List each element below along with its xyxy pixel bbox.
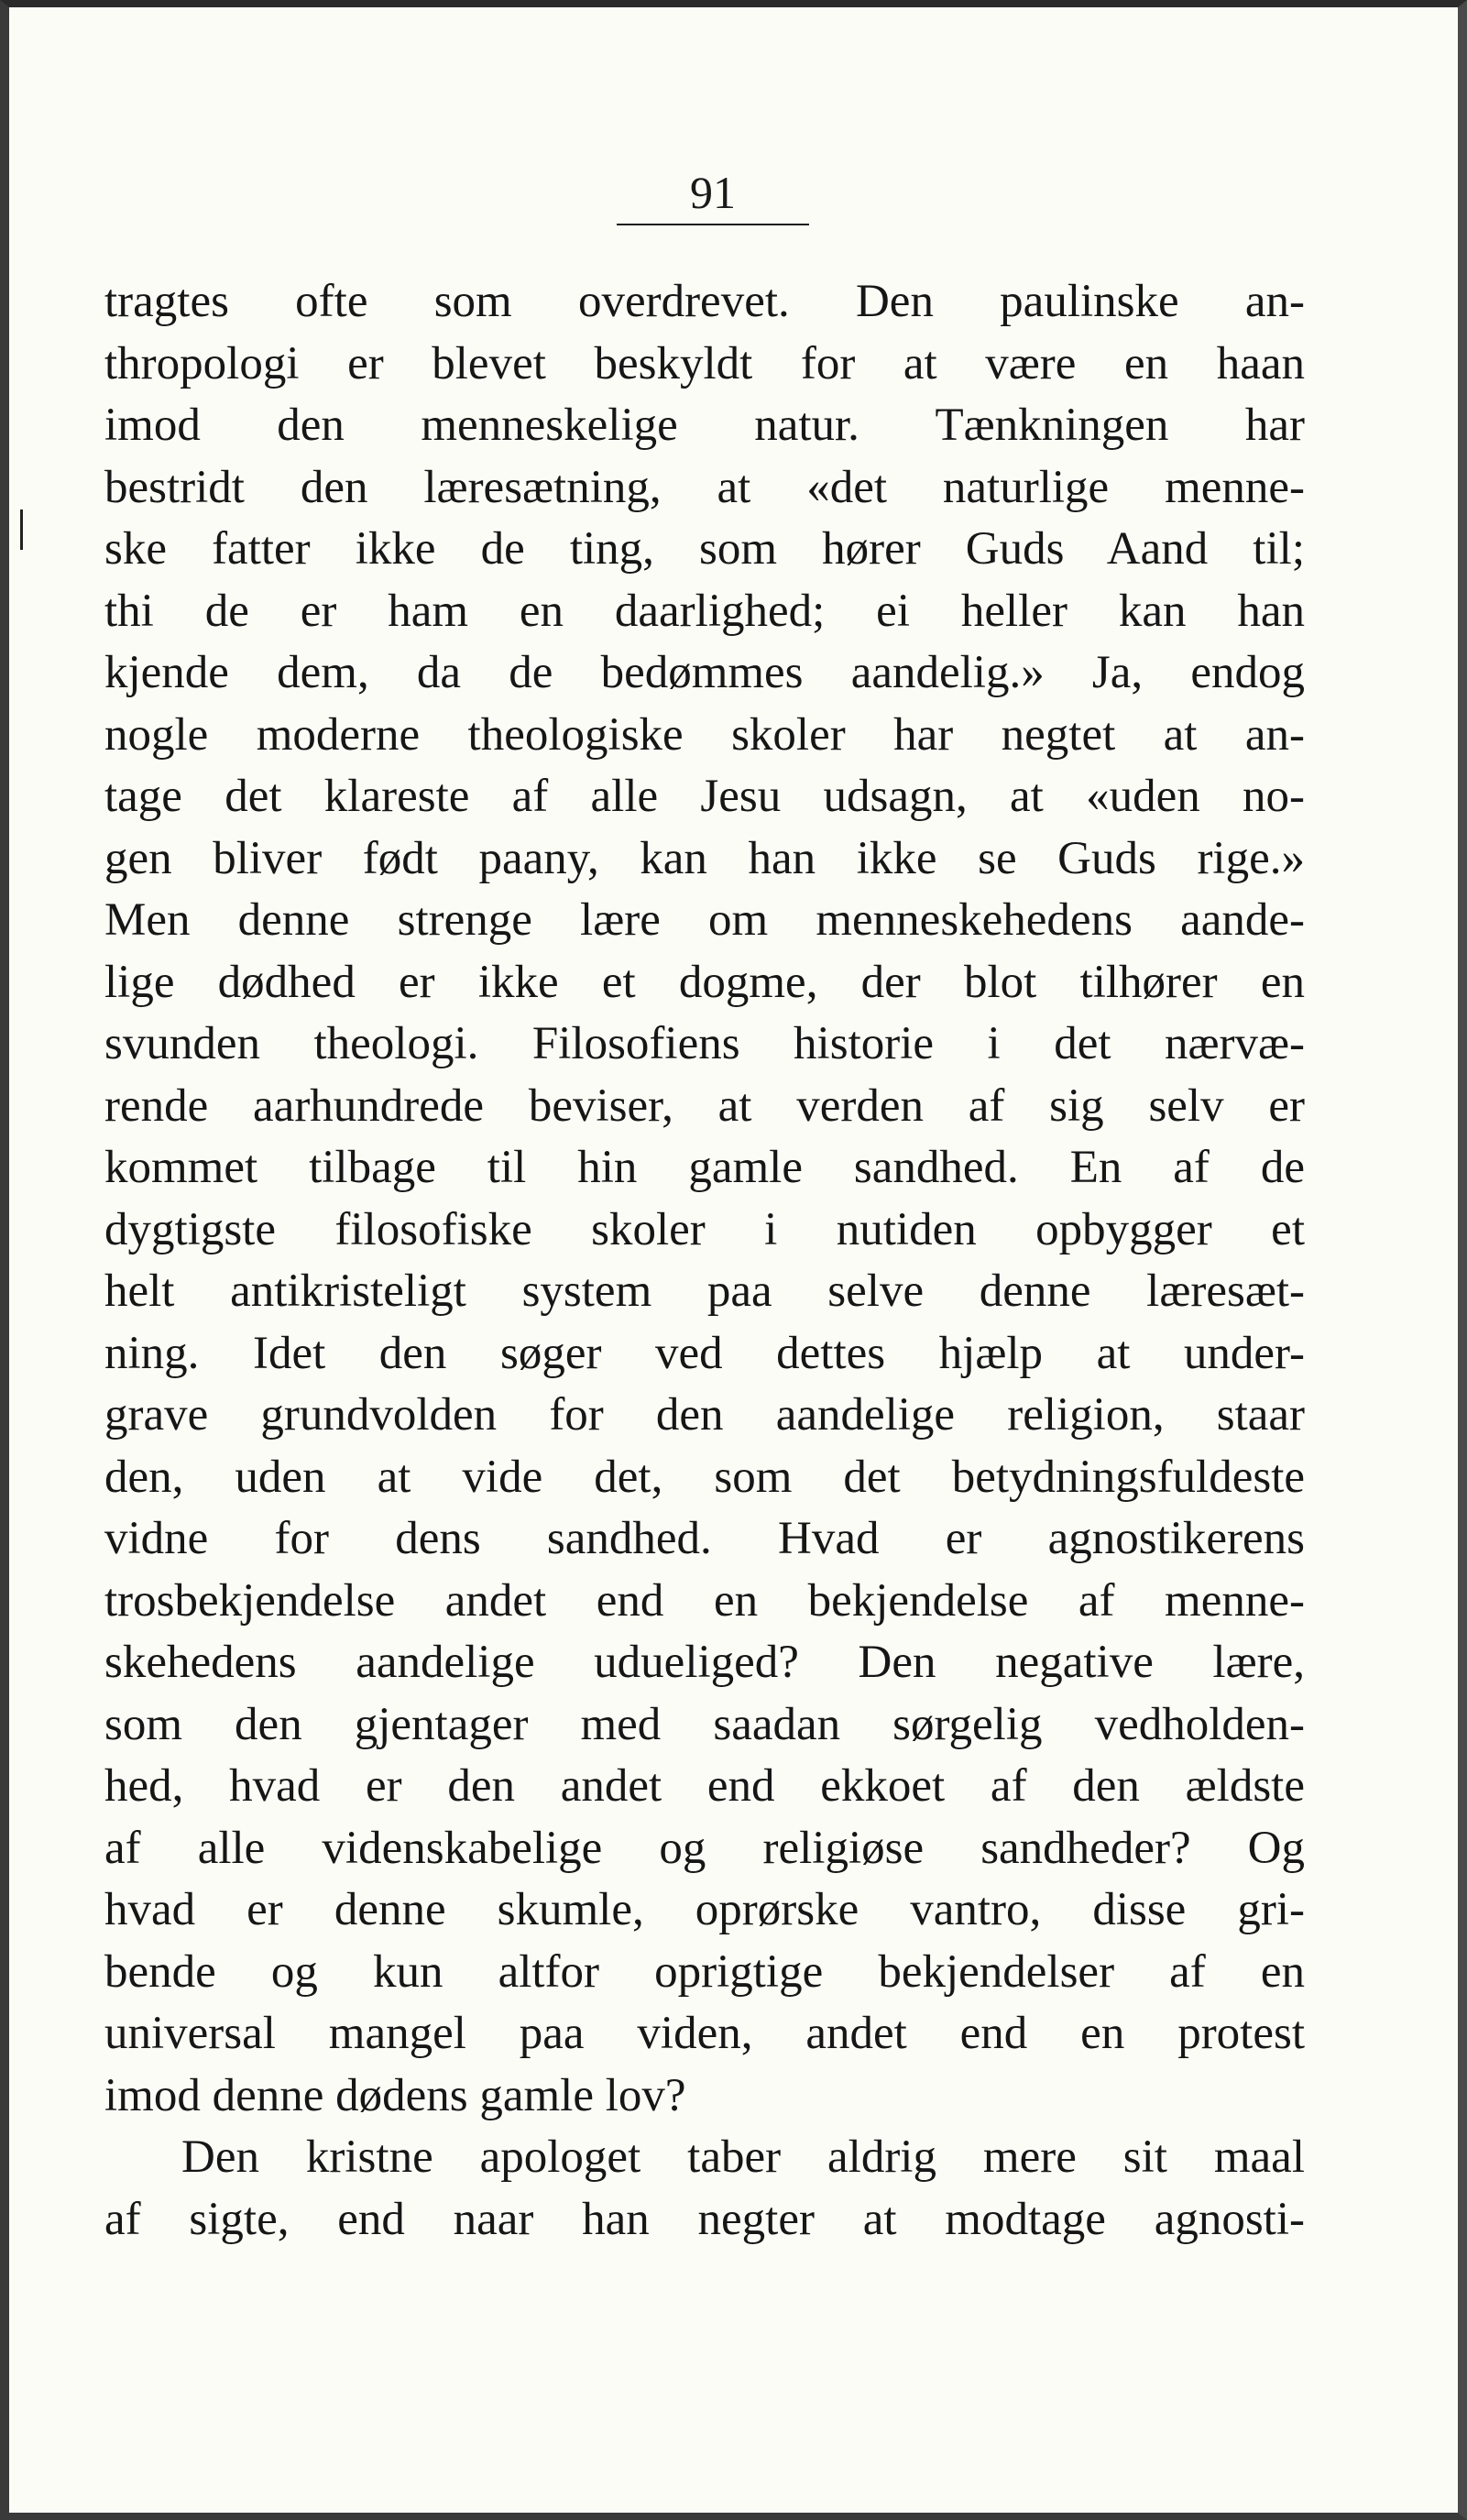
text-line: nogle moderne theologiske skoler har negtet at an- bbox=[104, 708, 1305, 761]
text-line: lige dødhed er ikke et dogme, der blot tilhører en bbox=[104, 956, 1305, 1008]
text-line: svunden theologi. Filosofiens historie i det nærvæ- bbox=[104, 1018, 1305, 1069]
text-line: dygtigste filosofiske skoler i nutiden opbygger et bbox=[104, 1203, 1305, 1255]
text-line: ning. Idet den søger ved dettes hjælp at under- bbox=[104, 1327, 1305, 1379]
text-line: helt antikristeligt system paa selve denne læresæt- bbox=[104, 1265, 1305, 1317]
text-line: den, uden at vide det, som det betydningsfuldeste bbox=[104, 1451, 1305, 1503]
text-line: ske fatter ikke de ting, som hører Guds Aand til; bbox=[104, 523, 1305, 575]
text-line: Den kristne apologet taber aldrig mere sit maal bbox=[181, 2131, 1305, 2183]
text-line: thropologi er blevet beskyldt for at være en haan bbox=[104, 337, 1305, 389]
text-line: rende aarhundrede beviser, at verden af sig selv er bbox=[104, 1079, 1305, 1132]
text-line: tragtes ofte som overdrevet. Den paulinske an- bbox=[104, 276, 1305, 327]
text-line: skehedens aandelige udueliged? Den negative lære, bbox=[104, 1637, 1305, 1688]
text-line: thi de er ham en daarlighed; ei heller kan han bbox=[104, 585, 1305, 637]
page-number: 91 bbox=[690, 167, 736, 218]
text-line: kjende dem, da de bedømmes aandelig.» Ja, endog bbox=[104, 647, 1305, 698]
page-number-rule bbox=[617, 224, 809, 225]
text-line: bende og kun altfor oprigtige bekjendelser af en bbox=[104, 1945, 1305, 1998]
text-line: af sigte, end naar han negter at modtage agnosti- bbox=[104, 2193, 1305, 2245]
text-line: som den gjentager med saadan sørgelig vedholden- bbox=[104, 1698, 1305, 1750]
text-line: imod den menneskelige natur. Tænkningen har bbox=[104, 400, 1305, 451]
margin-mark bbox=[20, 509, 23, 550]
text-line: gen bliver født paany, kan han ikke se Guds rige.» bbox=[104, 832, 1305, 884]
body-text bbox=[104, 271, 1305, 2251]
text-line: af alle videnskabelige og religiøse sandheder? Og bbox=[104, 1822, 1305, 1874]
text-line: vidne for dens sandhed. Hvad er agnostikerens bbox=[104, 1513, 1305, 1564]
text-line: hvad er denne skumle, oprørske vantro, disse gri- bbox=[104, 1884, 1305, 1935]
text-line: grave grundvolden for den aandelige religion, staar bbox=[104, 1389, 1305, 1441]
text-line: trosbekjendelse andet end en bekjendelse af menne- bbox=[104, 1574, 1305, 1627]
text-line: tage det klareste af alle Jesu udsagn, at «uden no- bbox=[104, 771, 1305, 822]
text-line: universal mangel paa viden, andet end en protest bbox=[104, 2008, 1305, 2059]
text-line: hed, hvad er den andet end ekkoet af den ældste bbox=[104, 1760, 1305, 1812]
text-line: kommet tilbage til hin gamle sandhed. En af de bbox=[104, 1142, 1305, 1193]
text-line: bestridt den læresætning, at «det naturlige menne- bbox=[104, 461, 1305, 513]
text-line: Men denne strenge lære om menneskehedens aande- bbox=[104, 894, 1305, 946]
text-line: imod denne dødens gamle lov? bbox=[104, 2069, 686, 2121]
